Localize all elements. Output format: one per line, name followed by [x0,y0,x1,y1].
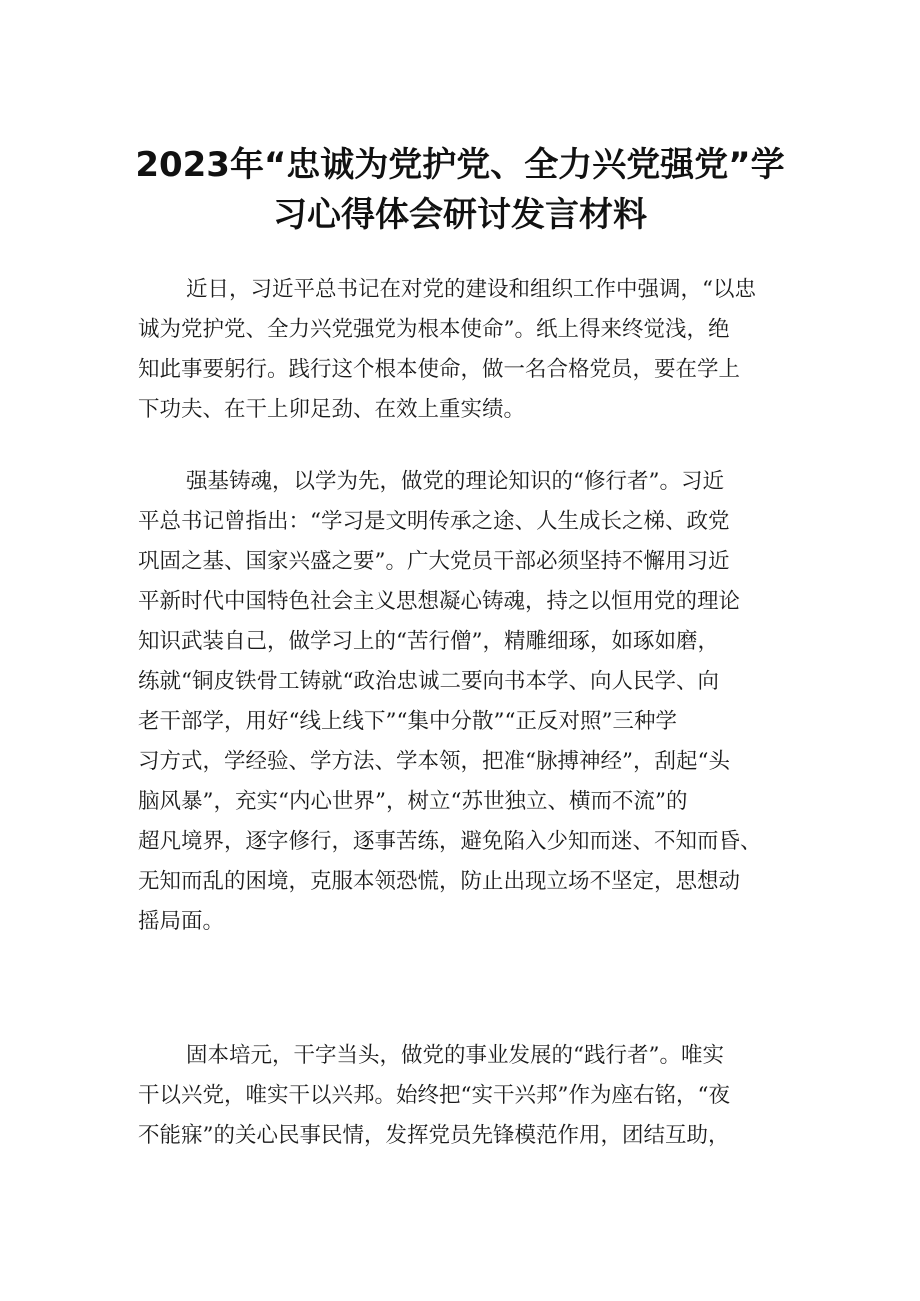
paragraph-line: 知识武装自己，做学习上的“苦行僧”，精雕细琢，如琢如磨， [138,629,719,654]
paragraph-line: 超凡境界，逐字修行，逐事苦练，避免陷入少知而迷、不知而昏、 [138,829,762,854]
paragraph-line: 近日，习近平总书记在对党的建设和组织工作中强调，“以忠 [186,277,756,302]
paragraph-line: 练就“铜皮铁骨工铸就“政治忠诚二要向书本学、向人民学、向 [138,669,719,694]
paragraph-line: 脑风暴”，充实“内心世界”，树立“苏世独立、横而不流”的 [138,789,688,814]
paragraph-line: 诚为党护党、全力兴党强党为根本使命”。纸上得来终觉浅，绝 [138,317,730,342]
document-title-line-1: 2023年“忠诚为党护党、全力兴党强党”学 [135,145,785,185]
paragraph-line: 干以兴党，唯实干以兴邦。始终把“实干兴邦”作为座右铭，“夜 [138,1083,730,1108]
paragraph-line: 下功夫、在干上卯足劲、在效上重实绩。 [138,397,526,422]
paragraph-line: 不能寐”的关心民事民情，发挥党员先锋模范作用，团结互助， [138,1123,730,1148]
paragraph-line: 无知而乱的困境，克服本领恐慌，防止出现立场不坚定，思想动 [138,869,741,894]
paragraph-1 [138,270,798,430]
paragraph-line: 习方式，学经验、学方法、学本领，把准“脉搏神经”，刮起“头 [138,749,730,774]
paragraph-line: 摇局面。 [138,909,225,934]
paragraph-3 [138,1036,798,1156]
paragraph-line: 平新时代中国特色社会主义思想凝心铸魂，持之以恒用党的理论 [138,589,741,614]
paragraph-line: 巩固之基、国家兴盛之要”。广大党员干部必须坚持不懈用习近 [138,549,730,574]
paragraph-line: 老干部学，用好“线上线下”“集中分散”“正反对照”三种学 [138,709,677,734]
document-title-line-2: 习心得体会研讨发言材料 [273,195,647,235]
paragraph-line: 知此事要躬行。践行这个根本使命，做一名合格党员，要在学上 [138,357,741,382]
paragraph-line: 强基铸魂，以学为先，做党的理论知识的“修行者”。习近 [186,469,724,494]
paragraph-line: 固本培元，干字当头，做党的事业发展的“践行者”。唯实 [186,1043,724,1068]
paragraph-2 [138,462,798,942]
paragraph-line: 平总书记曾指出：“学习是文明传承之途、人生成长之梯、政党 [138,509,730,534]
